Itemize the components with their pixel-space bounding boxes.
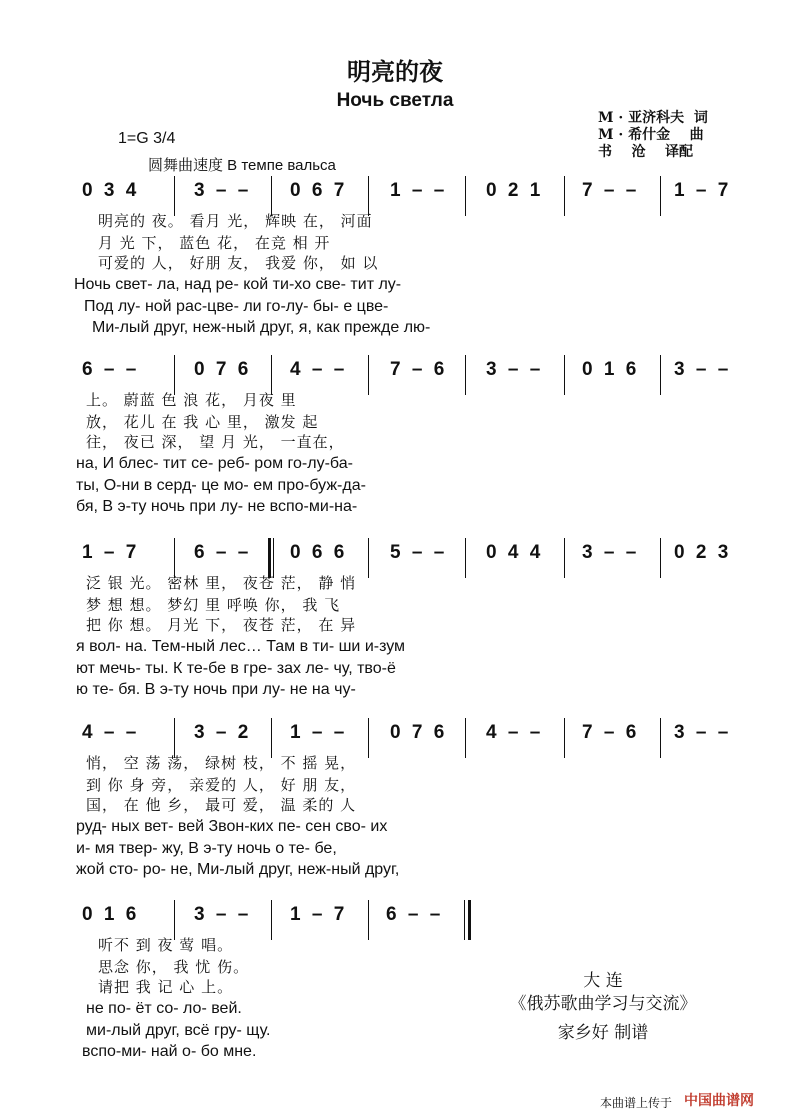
lyric-cn-verse-1: 明亮的 夜。 看月 光， 辉映 在， 河面	[98, 212, 373, 230]
score-row-3	[78, 538, 748, 698]
measure: 3 – 2	[194, 722, 252, 743]
measure: 3 – –	[194, 904, 252, 925]
lyric-cn-verse-3: 把 你 想。 月光 下， 夜苍 茫， 在 异	[86, 616, 357, 634]
measure: 1 – 7	[674, 180, 732, 201]
lyric-cn-verse-2: 到 你 身 旁， 亲爱的 人， 好 朋 友，	[86, 776, 357, 794]
measure: 0 6 6	[290, 542, 348, 563]
measure: 1 – –	[390, 180, 448, 201]
arranger-credit	[488, 970, 718, 1045]
lyric-ru-verse-1: не по- ёт со- ло- вей.	[86, 1000, 242, 1017]
measure: 3 – –	[194, 180, 252, 201]
lyric-ru-verse-2: Под лу- ной рас-цве- ли го-лу- бы- е цве-	[84, 298, 389, 315]
lyric-ru-verse-2: ми-лый друг, всё гру- щу.	[86, 1022, 271, 1039]
measure: 7 – –	[582, 180, 640, 201]
lyric-cn-verse-2: 月 光 下， 蓝色 花， 在竞 相 开	[98, 234, 331, 252]
credit-group: 《俄苏歌曲学习与交流》	[509, 994, 697, 1014]
measure: 3 – –	[674, 359, 732, 380]
song-title-chinese: 明亮的夜	[347, 57, 443, 86]
measure: 6 – –	[82, 359, 140, 380]
lyric-cn-verse-3: 往， 夜已 深， 望 月 光， 一直在，	[86, 433, 345, 451]
lyric-ru-verse-1: на, И блес- тит се- реб- ром го-лу-ба-	[76, 455, 353, 472]
score-row-2	[78, 355, 748, 515]
lyric-ru-verse-1: Ночь свет- ла, над ре- кой ти-хо све- тит лу-	[74, 276, 402, 293]
measure: 1 – 7	[82, 542, 140, 563]
credit-composer: М · 希什金 曲	[598, 127, 704, 143]
lyric-ru-verse-3: Ми-лый друг, неж-ный друг, я, как прежде лю-	[92, 319, 431, 336]
lyric-cn-verse-1: 上。 蔚蓝 色 浪 花， 月夜 里	[86, 391, 297, 409]
credits	[598, 110, 708, 161]
lyric-ru-verse-1: руд- ных вет- вей Звон-ких пе- сен сво- их	[76, 818, 388, 835]
measure: 3 – –	[486, 359, 544, 380]
credit-city: 大 连	[583, 971, 623, 991]
measure: 0 7 6	[194, 359, 252, 380]
lyric-ru-verse-3: вспо-ми- най о- бо мне.	[82, 1043, 257, 1060]
measure: 4 – –	[290, 359, 348, 380]
lyric-ru-verse-2: и- мя твер- жу, В э-ту ночь о те- бе,	[76, 840, 337, 857]
tempo-marking: 圆舞曲速度 В темпе вальса	[148, 157, 336, 174]
lyric-cn-verse-1: 听不 到 夜 莺 唱。	[98, 936, 234, 954]
measure: 0 6 7	[290, 180, 348, 201]
measure: 6 – –	[194, 542, 252, 563]
measure: 7 – 6	[582, 722, 640, 743]
measure: 7 – 6	[390, 359, 448, 380]
measure: 0 1 6	[82, 904, 140, 925]
lyric-cn-verse-1: 泛 银 光。 密林 里， 夜苍 茫， 静 悄	[86, 574, 357, 592]
measure: 4 – –	[82, 722, 140, 743]
measure: 6 – –	[386, 904, 444, 925]
lyric-cn-verse-2: 梦 想 想。 梦幻 里 呼唤 你， 我 飞	[86, 596, 341, 614]
lyric-cn-verse-3: 国， 在 他 乡， 最可 爱， 温 柔的 人	[86, 796, 357, 814]
score-row-4	[78, 718, 748, 878]
measure: 3 – –	[674, 722, 732, 743]
lyric-cn-verse-2: 思念 你， 我 忧 伤。	[98, 958, 250, 976]
song-title-russian: Ночь светла	[336, 90, 454, 111]
measure: 0 3 4	[82, 180, 140, 201]
site-logo[interactable]: 中国曲谱网	[684, 1092, 754, 1108]
lyric-cn-verse-3: 可爱的 人， 好朋 友， 我爱 你， 如 以	[98, 254, 379, 272]
lyric-cn-verse-2: 放， 花儿 在 我 心 里， 激发 起	[86, 413, 319, 431]
lyric-ru-verse-2: ют мечь- ты. К те-бе в гре- зах ле- чу, тво-ё	[76, 660, 396, 677]
credit-lyricist: М · 亚济科夫 词	[598, 110, 708, 126]
measure: 3 – –	[582, 542, 640, 563]
key-signature: 1=G 3/4	[118, 130, 176, 147]
footer-text: 本曲谱上传于	[600, 1096, 673, 1110]
measure: 5 – –	[390, 542, 448, 563]
lyric-ru-verse-3: жой сто- ро- не, Ми-лый друг, неж-ный друг,	[76, 861, 400, 878]
measure: 0 7 6	[390, 722, 448, 743]
lyric-cn-verse-1: 悄， 空 荡 荡， 绿树 枝， 不 摇 晃，	[86, 754, 357, 772]
measure: 0 2 1	[486, 180, 544, 201]
lyric-ru-verse-3: бя, В э-ту ночь при лу- не вспо-ми-на-	[76, 498, 358, 515]
credit-arranger: 家乡好 制谱	[557, 1023, 649, 1043]
measure: 1 – 7	[290, 904, 348, 925]
lyric-cn-verse-3: 请把 我 记 心 上。	[98, 978, 234, 996]
lyric-ru-verse-3: ю те- бя. В э-ту ночь при лу- не на чу-	[76, 681, 356, 698]
score-row-1	[74, 176, 748, 336]
credit-translator: 书 沧 译配	[598, 144, 693, 160]
measure: 0 4 4	[486, 542, 544, 563]
lyric-ru-verse-1: я вол- на. Тем-ный лес… Там в ти- ши и-зум	[76, 638, 406, 655]
lyric-ru-verse-2: ты, О-ни в серд- це мо- ем про-буж-да-	[76, 477, 366, 494]
measure: 0 2 3	[674, 542, 732, 563]
measure: 1 – –	[290, 722, 348, 743]
measure: 0 1 6	[582, 359, 640, 380]
measure: 4 – –	[486, 722, 544, 743]
